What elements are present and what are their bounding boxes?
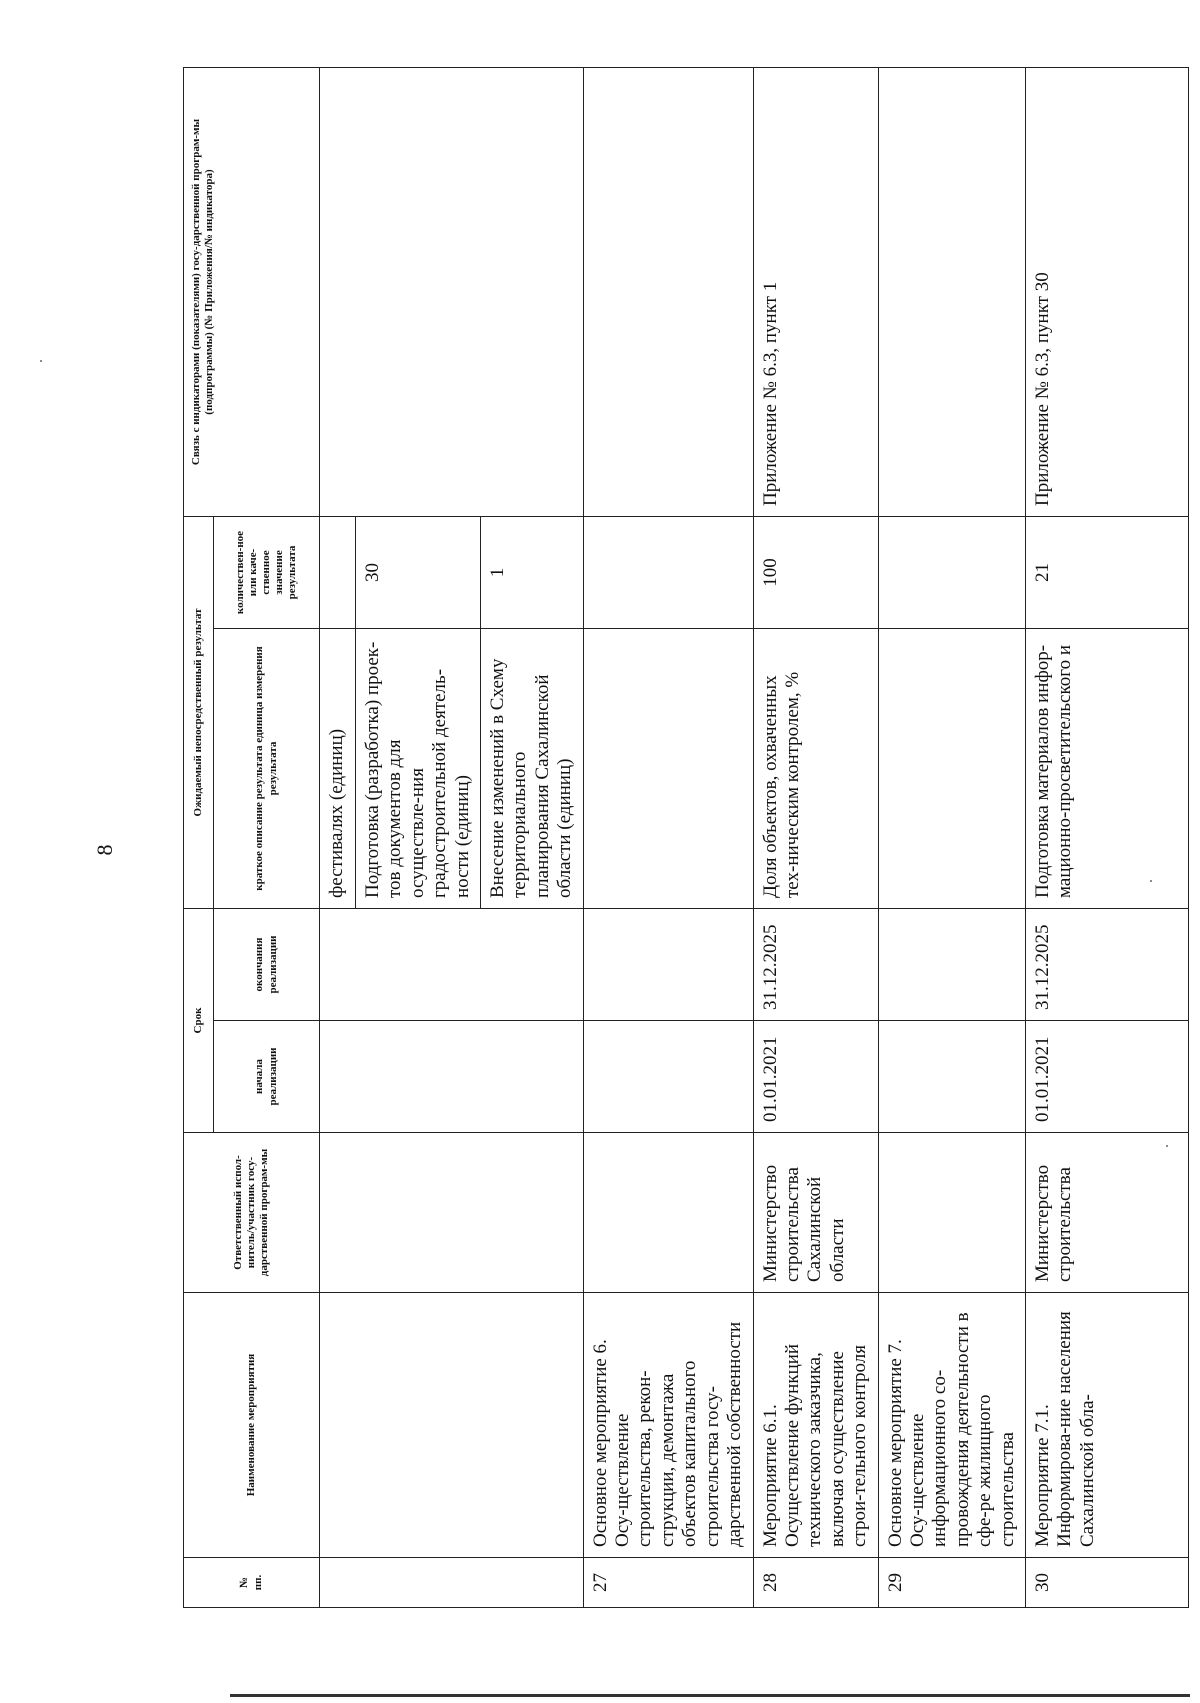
activity-name: Основное мероприятие 6. Осу-ществление строительства, рекон-струкции, демонтажа объектов капитального строительства госу-дарственной собственности (583, 1293, 753, 1558)
indicator-link: Приложение № 6.3, пункт 1 (753, 68, 878, 517)
table-row (320, 68, 356, 1608)
header-link: Связь с индикаторами (показателями) госу-дарственной програм-мы (подпрограммы) (№ Приложения/№ индикатора) (184, 68, 320, 517)
end-date: 31.12.2025 (1025, 909, 1188, 1021)
indicator-link (583, 68, 753, 517)
header-num: № пп. (184, 1558, 320, 1608)
result-value-cell: 21 (1025, 517, 1188, 629)
header-result-value: количествен-ное или каче-ственное значение результата (214, 517, 320, 629)
start-date: 01.01.2021 (753, 1021, 878, 1133)
activities-table (183, 67, 1189, 1608)
scan-speck (1150, 880, 1152, 882)
row-number: 28 (753, 1558, 878, 1608)
activity-name: Мероприятие 7.1. Информирова-ние населения Сахалинской обла- (1025, 1293, 1188, 1558)
responsible-cell: Министерство строительства Сахалинской области (753, 1133, 878, 1293)
result-value-cell (320, 517, 356, 629)
result-value-cell: 100 (753, 517, 878, 629)
responsible-cell (878, 1133, 1025, 1293)
rotated-table-wrapper (183, 68, 1189, 1608)
result-value-cell (878, 517, 1025, 629)
header-term-start: начала реализации (214, 1021, 320, 1133)
result-value-cell (583, 517, 753, 629)
header-result-desc: краткое описание результата единица измерения результата (214, 629, 320, 909)
page-number: 8 (92, 844, 117, 856)
row-number: 29 (878, 1558, 1025, 1608)
result-value-cell: 30 (356, 517, 481, 629)
responsible-cell: Министерство строительства (1025, 1133, 1188, 1293)
row-number: 30 (1025, 1558, 1188, 1608)
table-row (583, 68, 753, 1608)
table-row (753, 68, 878, 1608)
header-name: Наименование мероприятия (184, 1293, 320, 1558)
result-desc-cell: Доля объектов, охваченных тех-ническим контролем, % (753, 629, 878, 909)
header-term: Срок (184, 909, 214, 1133)
scan-speck (1166, 1145, 1168, 1147)
end-date (583, 909, 753, 1021)
scan-speck (40, 360, 42, 362)
end-date (878, 909, 1025, 1021)
result-desc-cell: фестивалях (единиц) (320, 629, 356, 909)
scan-edge-line (230, 1694, 1190, 1697)
result-desc-cell (583, 629, 753, 909)
start-date (583, 1021, 753, 1133)
header-responsible: Ответственный испол-нитель/участник госу-дарственной програм-мы (184, 1133, 320, 1293)
row-number: 27 (583, 1558, 753, 1608)
result-value-cell: 1 (481, 517, 584, 629)
activity-name: Мероприятие 6.1. Осуществление функций технического заказчика, включая осуществление строи-тельного контроля (753, 1293, 878, 1558)
start-date (878, 1021, 1025, 1133)
responsible-cell (583, 1133, 753, 1293)
end-date: 31.12.2025 (753, 909, 878, 1021)
start-date: 01.01.2021 (1025, 1021, 1188, 1133)
table-row (878, 68, 1025, 1608)
result-desc-cell: Подготовка (разработка) проек-тов документов для осуществле-ния градостроительной деятель-ности (единиц) (356, 629, 481, 909)
result-desc-cell: Подготовка материалов инфор-мационно-просветительского и (1025, 629, 1188, 909)
indicator-link (878, 68, 1025, 517)
table-row (1025, 68, 1188, 1608)
header-result: Ожидаемый непосредственный результат (184, 517, 214, 909)
result-desc-cell: Внесение изменений в Схему территориального планирования Сахалинской области (единиц) (481, 629, 584, 909)
result-desc-cell (878, 629, 1025, 909)
activity-name: Основное мероприятие 7. Осу-ществление информационного со-провождения деятельности в сфе-ре жилищного строительства (878, 1293, 1025, 1558)
indicator-link: Приложение № 6.3, пункт 30 (1025, 68, 1188, 517)
header-term-end: окончания реализации (214, 909, 320, 1021)
